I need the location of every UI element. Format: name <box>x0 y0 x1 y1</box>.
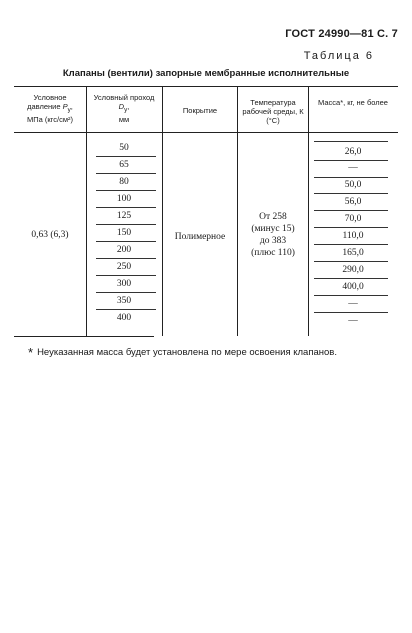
mass-cell: — <box>348 299 358 309</box>
row-rule <box>314 193 388 194</box>
row-rule <box>314 177 388 178</box>
header-bottom-border <box>14 132 398 133</box>
temperature-line: до 383 <box>259 236 287 246</box>
diameter-cell: 250 <box>116 262 132 272</box>
header-coating: Покрытие <box>182 106 218 115</box>
column-divider <box>86 86 87 336</box>
diameter-cell: 80 <box>119 177 129 187</box>
row-rule <box>96 190 156 191</box>
header-pressure: Условное давление $P_у$, МПа (кгс/см²) <box>27 93 73 124</box>
temperature-line: (минус 15) <box>251 224 295 234</box>
diameter-cell: 400 <box>116 313 132 323</box>
diameter-cell: 150 <box>116 228 132 238</box>
mass-cell: — <box>348 316 358 326</box>
row-rule <box>314 295 388 296</box>
pressure-cell: 0,63 (6,3) <box>31 230 69 240</box>
diameter-cell: 50 <box>119 143 129 153</box>
diameter-cell: 125 <box>116 211 132 221</box>
footnote-marker: * <box>28 345 34 360</box>
column-divider <box>237 86 238 336</box>
row-rule <box>96 241 156 242</box>
row-rule <box>314 160 388 161</box>
diameter-cell: 300 <box>116 279 132 289</box>
row-rule <box>96 173 156 174</box>
document-header: ГОСТ 24990—81 С. 7 <box>285 28 398 40</box>
footnote-text: Неуказанная масса будет установлена по мере освоения клапанов. <box>37 347 337 358</box>
diameter-cell: 65 <box>119 160 129 170</box>
mass-cell: 50,0 <box>344 180 362 190</box>
mass-cell: 70,0 <box>344 214 362 224</box>
mass-cell: 56,0 <box>344 197 362 207</box>
header-temperature: Температура рабочей среды, К (°С) <box>242 98 304 125</box>
row-rule <box>314 261 388 262</box>
mass-cell: 110,0 <box>342 231 364 241</box>
column-divider <box>162 86 163 336</box>
mass-cell: — <box>348 163 358 173</box>
diameter-cell: 100 <box>116 194 132 204</box>
mass-cell: 165,0 <box>342 248 364 258</box>
row-rule <box>314 227 388 228</box>
coating-cell: Полимерное <box>174 232 226 242</box>
diameter-cell: 200 <box>116 245 132 255</box>
row-rule <box>314 141 388 142</box>
row-rule <box>96 309 156 310</box>
header-diameter: Условный проход $D_у$, мм <box>93 93 155 124</box>
table-number: Таблица 6 <box>303 50 374 62</box>
header-mass: Масса*, кг, не более <box>318 98 388 107</box>
table-title: Клапаны (вентили) запорные мембранные исполнительные <box>62 68 350 79</box>
temperature-line: От 258 <box>259 212 287 222</box>
temperature-line: (плюс 110) <box>251 248 295 258</box>
row-rule <box>314 244 388 245</box>
mass-cell: 400,0 <box>342 282 364 292</box>
mass-cell: 290,0 <box>342 265 364 275</box>
diameter-cell: 350 <box>116 296 132 306</box>
row-rule <box>314 210 388 211</box>
row-rule <box>314 278 388 279</box>
table-bottom-border <box>14 336 154 337</box>
row-rule <box>96 275 156 276</box>
temperature-cell <box>239 211 307 259</box>
row-rule <box>96 292 156 293</box>
row-rule <box>314 312 388 313</box>
mass-cell: 26,0 <box>344 147 362 157</box>
row-rule <box>96 207 156 208</box>
row-rule <box>96 258 156 259</box>
table-top-border <box>14 86 398 87</box>
row-rule <box>96 156 156 157</box>
column-divider <box>308 86 309 336</box>
footnote <box>28 345 337 360</box>
row-rule <box>96 224 156 225</box>
